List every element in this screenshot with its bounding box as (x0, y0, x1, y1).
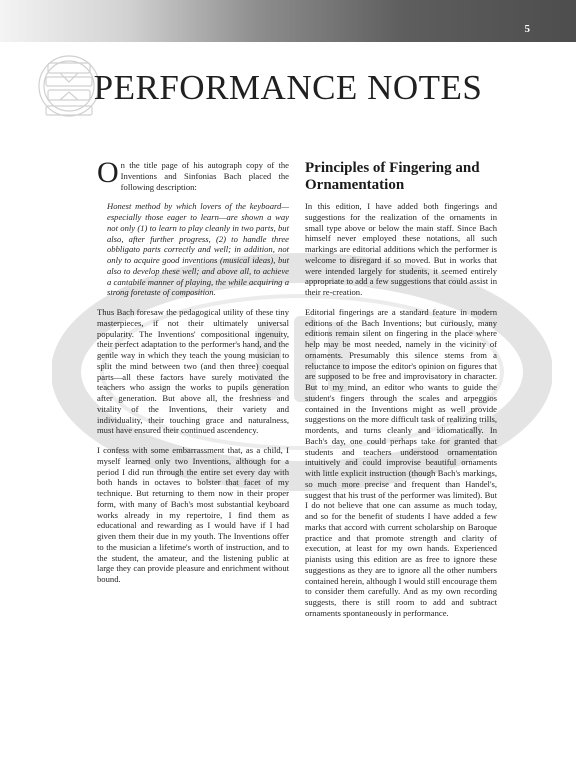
intro-text: n the title page of his autograph copy of the Inventions and Sinfonias Bach placed the following description: (120, 160, 289, 192)
paragraph: In this edition, I have added both fingerings and suggestions for the realization of the ornaments in small type above or below the main staff. Since Bach himself never employed these notations, all such markings are editorial additions which the performer is welcome to disregard if so moved. But in works that were intended largely for students, it seemed entirely appropriate to add a few suggestions that could assist in their re-creation. (305, 201, 497, 297)
paragraph: I confess with some embarrassment that, as a child, I myself learned only two Inventions, although for a period I did run through the entire set every day with both hands in octaves to bolster that facet of my technique. But returning to them now in their proper form, with many of Bach's most substantial keyboard works already in my repertoire, I find them as educational and rewarding as I would have if I had given them their due in my youth. The Inventions offer to the musician a lifetime's worth of instruction, and to the student, the amateur, and the listening public at large they can provide pleasure and enrichment without bound. (97, 445, 289, 584)
paragraph: Thus Bach foresaw the pedagogical utility of these tiny masterpieces, if not their ultimately universal popularity. The Inventions' compositional ingenuity, their perfect adaptation to the performer's hand, and the gentle way in which they teach the young musician to split the mind between two (and then three) coequal parts—all these factors have surely motivated the teachers who assign the works to pupils generation after generation. But above all, the freshness and vitality of the Inventions, their variety and individuality, their touching grace and naturalness, must have ensured their continued ascendency. (97, 307, 289, 436)
bach-quote: Honest method by which lovers of the keyboard—especially those eager to learn—are shown a way not only (1) to learn to play cleanly in two parts, but also, after further progress, (2) to handle three obbligato parts correctly and well; in addition, not only to acquire good inventions (musical ideas), but also to develop these well; and above all, to achieve a cantabile manner of playing, the while acquiring a strong foretaste of composition. (107, 201, 289, 298)
header-band (0, 0, 576, 42)
intro-paragraph (97, 156, 289, 192)
section-heading: Principles of Fingering and Ornamentation (305, 160, 480, 193)
right-column (305, 160, 497, 628)
drop-cap: O (97, 156, 119, 189)
paragraph: Editorial fingerings are a standard feature in modern editions of the Bach Inventions; but curiously, many editions remain silent on fingering in the place where help may be most needed, namely in the vicinity of ornaments. Presumably this silence stems from a reluctance to impose the editor's opinion on figures that are supposed to be free and improvisatory in character. But to my mind, an editor who wants to guide the student's fingers through the scales and arpeggios contained in the Inventions might as well provide suggestions on the more difficult task of realizing trills, mordents, and turns cleanly and idiomatically. In Bach's day, one could perhaps take for granted that students and teachers understood ornamentation intuitively and could improvise beautiful ornaments with little explicit instruction (though Bach's markings, so much more precise and frequent than Handel's, suggest that his trust of the performer was limited). But I do not believe that one can assume as much today, and so for the benefit of students I have added a few marks that accord with current scholarship on Baroque practice and that promote strength and clarity of execution, at least for my own hands. Experienced pianists using this edition are as free to ignore these suggestions as they are to ignore all the other numbers contained herein, although I would still encourage them to consider them carefully. And as my own recording suggests, there is still room to add and subtract ornaments spontaneously in performance. (305, 306, 497, 618)
page-title: PERFORMANCE NOTES (93, 68, 483, 107)
page-number: 5 (524, 23, 530, 35)
left-column (97, 156, 289, 594)
